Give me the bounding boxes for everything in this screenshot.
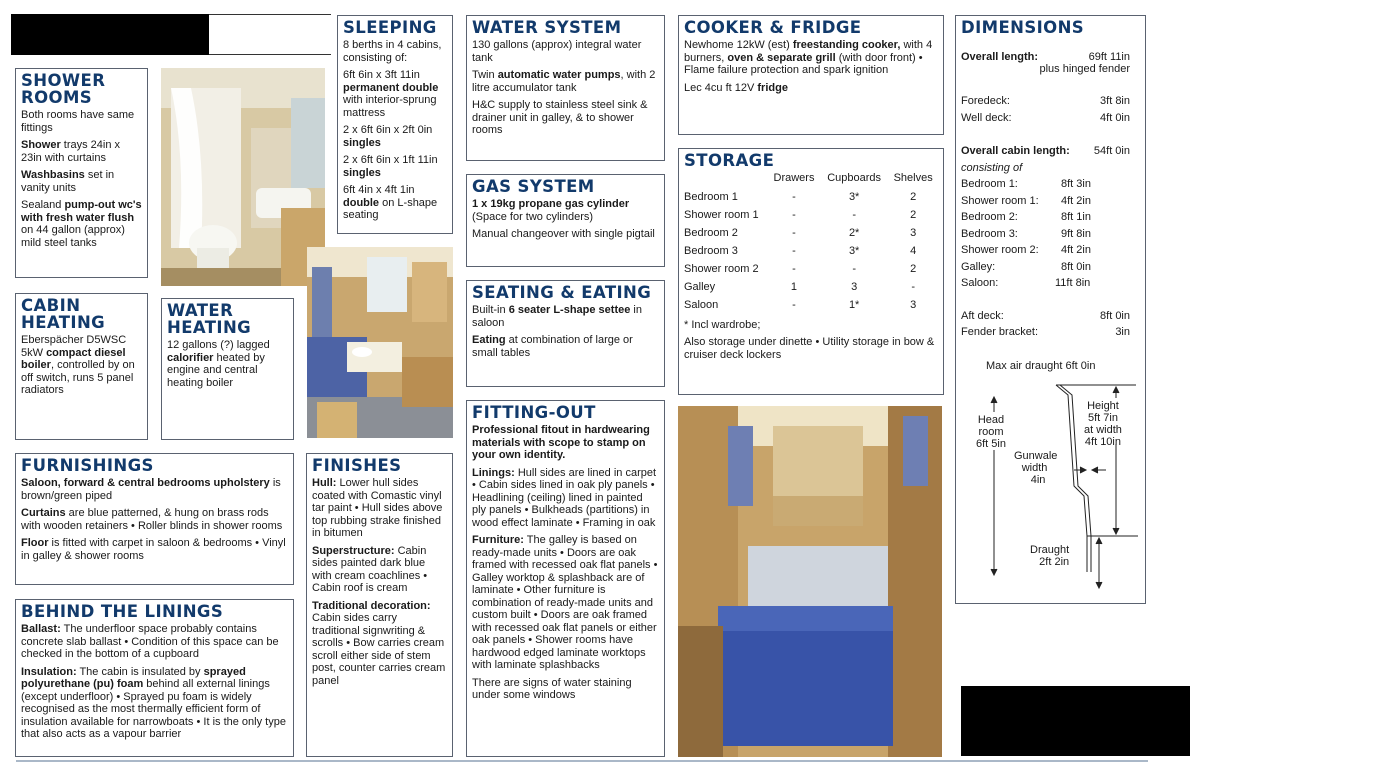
table-row: Shower room 1 - - 2 xyxy=(684,209,917,222)
dim-cabin-row: Shower room 1: 4ft 2in xyxy=(961,194,1091,207)
seating-eating-title: SEATING & EATING xyxy=(472,283,652,302)
dim-cabin-row: Bedroom 1: 8ft 3in xyxy=(961,178,1091,190)
dim-welldeck: Well deck: 4ft 0in xyxy=(961,111,1130,124)
storage-note: * Incl wardrobe; xyxy=(684,318,761,331)
storage-header: Drawers xyxy=(773,172,815,184)
water-heating-title: WATER HEATING xyxy=(167,301,252,337)
dim-foredeck: Foredeck: 3ft 8in xyxy=(961,95,1130,107)
shower-rooms-panel: SHOWER ROOMS Both rooms have same fittings Shower trays 24in x 23in with curtains Washbasins set in vanity units Sealand pump-out wc's with fresh water flush on 44 gallon (approx) mild steel tanks xyxy=(15,68,148,278)
dimensions-title: DIMENSIONS xyxy=(961,18,1085,37)
dim-overall-note: plus hinged fender xyxy=(1039,62,1130,75)
draught-label: Draught 2ft 2in xyxy=(1030,544,1070,568)
water-system-panel: WATER SYSTEM 130 gallons (approx) integral water tank Twin automatic water pumps, with 2 litre accumulator tank H&C supply to stainless steel sink & drainer unit in galley, & to shower rooms xyxy=(466,15,665,161)
bedroom-photo xyxy=(678,406,942,757)
dim-cabin-row: Shower room 2: 4ft 2in xyxy=(961,244,1091,256)
header-rule-bottom xyxy=(209,54,331,55)
headroom-label: Head room 6ft 5in xyxy=(976,414,1006,450)
storage-header xyxy=(684,172,768,189)
header-rule xyxy=(209,14,331,15)
storage-panel xyxy=(678,148,944,395)
seating-eating-panel: SEATING & EATING Built-in 6 seater L-shape settee in saloon Eating at combination of large or small tables xyxy=(466,280,665,387)
furnishings-panel: FURNISHINGS Saloon, forward & central bedrooms upholstery is brown/green piped Curtains are blue patterned, & hung on brass rods with wooden retainers • Roller blinds in shower rooms Floor is fitted with carpet in saloon & bedrooms • Vinyl in galley & shower rooms xyxy=(15,453,294,585)
storage-title: STORAGE xyxy=(684,151,775,170)
storage-also: Also storage under dinette • Utility storage in bow & cruiser deck lockers xyxy=(684,336,935,361)
dim-cabin-row: Saloon: 11ft 8in xyxy=(961,277,1091,289)
table-row: Galley 1 3 - xyxy=(684,281,915,294)
gunwale-label: Gunwale width 4in xyxy=(1014,450,1058,486)
furnishings-title: FURNISHINGS xyxy=(21,456,154,475)
water-system-title: WATER SYSTEM xyxy=(472,18,622,37)
height-label: Height 5ft 7in at width 4ft 10in xyxy=(1084,400,1122,448)
fitting-out-panel: FITTING-OUT Professional fitout in hardwearing materials with scope to stamp on your own identity. Linings: Hull sides are lined in carpet • Cabin sides lined in oak ply panels • Headlining (ceiling) lined in painted ply panels • Bulkheads (partitions) in wood effect laminate • Framing in oak Furniture: The galley is based on ready-made units • Doors are oak framed with recessed oak flat panels • Galley worktop & splashback are of laminate • Other furniture is combination of ready-made units and custom built • Doors are oak framed with recessed oak flat panels or either oak panels • Shower rooms have hardwood edged laminate worktops with laminate splashbacks There are signs of water staining under some windows xyxy=(466,400,665,757)
shower-rooms-intro: Both rooms have same fittings xyxy=(21,109,135,134)
gas-system-title: GAS SYSTEM xyxy=(472,177,595,196)
cross-section-diagram xyxy=(956,354,1145,594)
table-row: Bedroom 3 - 3* 4 xyxy=(684,245,917,258)
shower-room-photo xyxy=(161,68,325,286)
table-row: Bedroom 1 - 3* 2 xyxy=(684,191,917,204)
dim-fender: Fender bracket: 3in xyxy=(961,326,1130,338)
table-row: Saloon - 1* 3 xyxy=(684,299,917,312)
dim-cabin-length: Overall cabin length: 54ft 0in xyxy=(961,145,1130,157)
dimensions-panel xyxy=(955,15,1146,604)
dim-cabin-row: Galley: 8ft 0in xyxy=(961,260,1091,273)
finishes-panel: FINISHES Hull: Lower hull sides coated with Comastic vinyl tar paint • Hull sides above top rubbing strake finished in bitumen Superstructure: Cabin sides painted dark blue with cream coachlines • Cabin roof is cream Traditional decoration: Cabin sides carry traditional signwriting & scrolls • Bow carries cream scroll either side of stem post, counter carries cream panel xyxy=(306,453,453,757)
cooker-fridge-panel: COOKER & FRIDGE Newhome 12kW (est) freestanding cooker, with 4 burners, oven & separate grill (with door front) • Flame failure protection and spark ignition Lec 4cu ft 12V fridge xyxy=(678,15,944,135)
dim-overall-length: Overall length: 69ft 11in xyxy=(961,51,1130,63)
storage-header: Cupboards xyxy=(827,172,882,184)
redacted-header-block xyxy=(11,14,209,55)
cabin-heating-title: CABIN HEATING xyxy=(21,296,106,332)
dim-consisting: consisting of xyxy=(961,161,1023,174)
water-heating-panel: WATER HEATING 12 gallons (?) lagged calorifier heated by engine and central heating boiler xyxy=(161,298,294,440)
finishes-title: FINISHES xyxy=(312,456,402,475)
storage-table xyxy=(684,172,938,315)
page-bottom-rule xyxy=(16,760,1148,762)
cabin-heating-panel: CABIN HEATING Eberspächer D5WSC 5kW compact diesel boiler, controlled by on off switch, runs 5 panel radiators xyxy=(15,293,148,440)
table-row: Bedroom 2 - 2* 3 xyxy=(684,227,917,240)
storage-header: Shelves xyxy=(893,172,933,184)
sleeping-panel: SLEEPING 8 berths in 4 cabins, consisting of: 6ft 6in x 3ft 11in permanent double with interior-sprung mattress 2 x 6ft 6in x 2ft 0in singles 2 x 6ft 6in x 1ft 11in singles 6ft 4in x 4ft 1in double on L-shape seating xyxy=(337,15,453,234)
dim-cabin-row: Bedroom 2: 8ft 1in xyxy=(961,211,1091,223)
dim-cabin-row: Bedroom 3: 9ft 8in xyxy=(961,227,1091,240)
behind-linings-panel: BEHIND THE LININGS Ballast: The underfloor space probably contains concrete slab ballast • Condition of this space can be checked in the bottom of a cupboard Insulation: The cabin is insulated by sprayed polyurethane (pu) foam behind all external linings (except underfloor) • Sprayed pu foam is widely recognised as the most thermally efficient form of insulation available for narrowboats • It is the only type that also acts as a vapour barrier xyxy=(15,599,294,757)
sleeping-title: SLEEPING xyxy=(343,18,437,37)
air-draught-label: Max air draught 6ft 0in xyxy=(986,360,1096,372)
fitting-out-title: FITTING-OUT xyxy=(472,403,596,422)
behind-linings-title: BEHIND THE LININGS xyxy=(21,602,224,621)
cooker-fridge-title: COOKER & FRIDGE xyxy=(684,18,862,37)
shower-rooms-title: SHOWER ROOMS xyxy=(21,71,106,107)
table-row: Shower room 2 - - 2 xyxy=(684,263,917,276)
redacted-footer-block xyxy=(961,686,1190,756)
gas-system-panel: GAS SYSTEM 1 x 19kg propane gas cylinder (Space for two cylinders) Manual changeover with single pigtail xyxy=(466,174,665,267)
saloon-photo xyxy=(307,247,453,438)
dim-aftdeck: Aft deck: 8ft 0in xyxy=(961,309,1130,322)
